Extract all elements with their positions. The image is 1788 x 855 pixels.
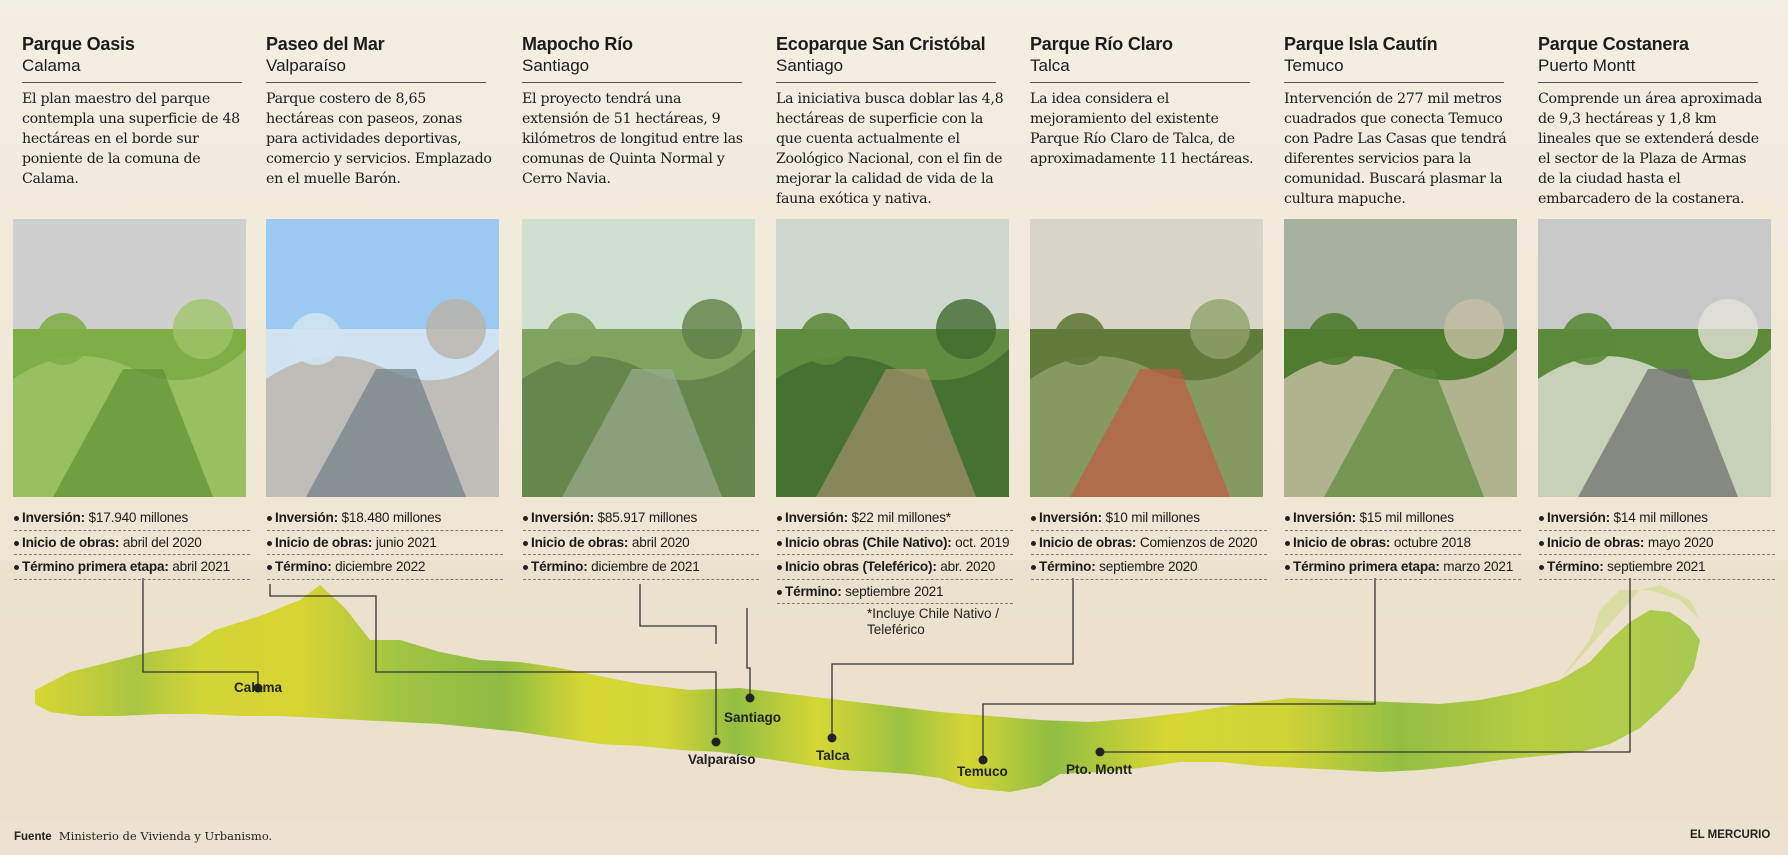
fact-value: $18.480 millones (337, 510, 442, 525)
map-label-valparaiso: Valparaíso (688, 752, 756, 767)
fact-label: Término: (1547, 559, 1604, 575)
credit: EL MERCURIO (1690, 829, 1771, 841)
fact-value: $14 mil millones (1609, 510, 1708, 525)
park-column (776, 34, 1004, 214)
fact-value: diciembre de 2021 (587, 559, 700, 575)
fact-row (1539, 506, 1775, 531)
divider (1030, 82, 1250, 83)
fact-label: Inicio de obras: (531, 534, 629, 550)
fact-value: septiembre 2021 (841, 583, 944, 599)
park-city: Puerto Montt (1538, 56, 1636, 75)
fact-label: Término primera etapa: (1293, 559, 1440, 575)
fact-label: Inicio de obras: (1547, 534, 1645, 550)
fact-value: mayo 2020 (1644, 534, 1714, 550)
park-facts (14, 506, 250, 580)
bullet-icon (1285, 516, 1290, 521)
park-city: Santiago (522, 56, 590, 75)
fact-label: Inicio obras (Chile Nativo): (785, 534, 952, 550)
bullet-icon (14, 541, 19, 546)
fact-row (1539, 531, 1775, 556)
fact-label: Inversión: (531, 510, 594, 525)
fact-value: $17.940 millones (84, 510, 189, 525)
fact-value: $15 mil millones (1355, 510, 1454, 525)
map-label-talca: Talca (816, 748, 850, 763)
park-name: Mapocho Río (522, 34, 633, 54)
fact-row (523, 506, 759, 531)
map-label-santiago: Santiago (724, 710, 782, 725)
park-rendering-image (1284, 219, 1517, 497)
park-column (1284, 34, 1512, 214)
fact-row (777, 506, 1013, 531)
park-description: Comprende un área aproximada de 9,3 hectáreas y 1,8 km lineales que se extenderá desde el sector de la Plaza de Armas de la ciudad hasta el embarcadero de la costanera. (1538, 91, 1763, 207)
park-rendering-image (13, 219, 246, 497)
bullet-icon (1031, 541, 1036, 546)
park-column (266, 34, 494, 214)
bullet-icon (1031, 565, 1036, 570)
fact-label: Inversión: (1039, 510, 1102, 525)
fact-row (14, 506, 250, 531)
bullet-icon (1539, 516, 1544, 521)
park-name: Parque Oasis (22, 34, 135, 54)
park-rendering-image (1030, 219, 1263, 497)
park-facts (1031, 506, 1267, 580)
fact-label: Inicio obras (Teleférico): (785, 559, 937, 575)
fact-row (14, 555, 250, 580)
park-column (1030, 34, 1258, 214)
fact-label: Inversión: (22, 510, 85, 525)
fact-value: septiembre 2021 (1603, 559, 1706, 575)
bullet-icon (523, 516, 528, 521)
park-facts (1539, 506, 1775, 580)
divider (22, 82, 242, 83)
fact-row (1285, 506, 1521, 531)
fact-label: Término: (785, 583, 842, 599)
divider (1284, 82, 1504, 83)
bullet-icon (14, 516, 19, 521)
park-rendering-image (266, 219, 499, 497)
park-name: Paseo del Mar (266, 34, 385, 54)
park-facts (523, 506, 759, 580)
source-line (14, 829, 272, 843)
fact-label: Término: (1039, 559, 1096, 575)
fact-value: abril del 2020 (119, 534, 202, 550)
bullet-icon (777, 565, 782, 570)
fact-label: Inversión: (785, 510, 848, 525)
fact-value: Comienzos de 2020 (1136, 534, 1258, 550)
fact-value: junio 2021 (372, 534, 437, 550)
bullet-icon (777, 541, 782, 546)
bullet-icon (267, 541, 272, 546)
fact-label: Término: (531, 559, 588, 575)
fact-value: $85.917 millones (593, 510, 698, 525)
fact-row (1031, 555, 1267, 580)
fact-value: abr. 2020 (936, 559, 996, 575)
fact-row (523, 531, 759, 556)
bullet-icon (1031, 516, 1036, 521)
bullet-icon (14, 565, 19, 570)
park-column (22, 34, 250, 214)
bullet-icon (777, 590, 782, 595)
bullet-icon (777, 516, 782, 521)
park-description: La idea considera el mejoramiento del existente Parque Río Claro de Talca, de aproximadamente 11 hectáreas. (1030, 91, 1254, 167)
fact-label: Término primera etapa: (22, 559, 169, 575)
park-name: Parque Isla Cautín (1284, 34, 1438, 54)
fact-row (777, 580, 1013, 605)
park-description: La iniciativa busca doblar las 4,8 hectáreas de superficie con la que cuenta actualmente el Zoológico Nacional, con el fin de mejorar la calidad de vida de la fauna exótica y nativa. (776, 91, 1004, 207)
fact-label: Inversión: (1547, 510, 1610, 525)
park-name: Ecoparque San Cristóbal (776, 34, 986, 54)
fact-label: Inicio de obras: (1039, 534, 1137, 550)
fact-row (523, 555, 759, 580)
park-description: El plan maestro del parque contempla una superficie de 48 hectáreas en el borde sur poniente de la comuna de Calama. (22, 91, 240, 187)
fact-row (267, 555, 503, 580)
park-name: Parque Costanera (1538, 34, 1689, 54)
fact-row (267, 531, 503, 556)
fact-row (14, 531, 250, 556)
investment-footnote: *Incluye Chile Nativo / Teleférico (867, 606, 1000, 637)
fact-row (267, 506, 503, 531)
divider (266, 82, 486, 83)
divider (1538, 82, 1758, 83)
bullet-icon (523, 565, 528, 570)
fact-value: abril 2020 (628, 534, 690, 550)
park-city: Santiago (776, 56, 844, 75)
map-label-temuco: Temuco (957, 764, 1008, 779)
park-facts (777, 506, 1013, 604)
bullet-icon (267, 516, 272, 521)
bullet-icon (1539, 541, 1544, 546)
fact-row (777, 555, 1013, 580)
fact-label: Término: (275, 559, 332, 575)
park-column (1538, 34, 1766, 214)
bullet-icon (1285, 541, 1290, 546)
fact-row (1031, 531, 1267, 556)
fact-row (1031, 506, 1267, 531)
park-city: Calama (22, 56, 81, 75)
fact-value: $22 mil millones* (847, 510, 951, 525)
fact-label: Inversión: (1293, 510, 1356, 525)
fact-row (777, 531, 1013, 556)
bullet-icon (267, 565, 272, 570)
source-text: Ministerio de Vivienda y Urbanismo. (58, 829, 273, 843)
fact-value: abril 2021 (168, 559, 230, 575)
map-label-pto-montt: Pto. Montt (1066, 762, 1132, 777)
bullet-icon (523, 541, 528, 546)
park-description: Parque costero de 8,65 hectáreas con paseos, zonas para actividades deportivas, comercio y servicios. Emplazado en el muelle Barón. (266, 91, 492, 187)
source-label: Fuente (14, 831, 52, 843)
fact-value: septiembre 2020 (1095, 559, 1198, 575)
park-city: Temuco (1284, 56, 1344, 75)
park-rendering-image (522, 219, 755, 497)
fact-label: Inicio de obras: (275, 534, 373, 550)
park-facts (1285, 506, 1521, 580)
fact-value: marzo 2021 (1439, 559, 1514, 575)
park-city: Valparaíso (266, 56, 347, 75)
divider (522, 82, 742, 83)
fact-value: oct. 2019 (951, 534, 1010, 550)
park-rendering-image (776, 219, 1009, 497)
park-description: El proyecto tendrá una extensión de 51 hectáreas, 9 kilómetros de longitud entre las comunas de Quinta Normal y Cerro Navia. (522, 91, 743, 187)
fact-label: Inversión: (275, 510, 338, 525)
park-facts (267, 506, 503, 580)
fact-row (1285, 531, 1521, 556)
park-city: Talca (1030, 56, 1070, 75)
fact-value: diciembre 2022 (331, 559, 426, 575)
park-column (522, 34, 750, 214)
park-name: Parque Río Claro (1030, 34, 1173, 54)
map-label-calama: Calama (234, 680, 283, 695)
fact-row (1285, 555, 1521, 580)
fact-label: Inicio de obras: (1293, 534, 1391, 550)
park-rendering-image (1538, 219, 1771, 497)
bullet-icon (1539, 565, 1544, 570)
bullet-icon (1285, 565, 1290, 570)
fact-row (1539, 555, 1775, 580)
park-description: Intervención de 277 mil metros cuadrados que conecta Temuco con Padre Las Casas que tendrá diferentes servicios para la comunidad. Buscará plasmar la cultura mapuche. (1284, 91, 1507, 207)
fact-value: octubre 2018 (1390, 534, 1471, 550)
divider (776, 82, 996, 83)
fact-label: Inicio de obras: (22, 534, 120, 550)
fact-value: $10 mil millones (1101, 510, 1200, 525)
